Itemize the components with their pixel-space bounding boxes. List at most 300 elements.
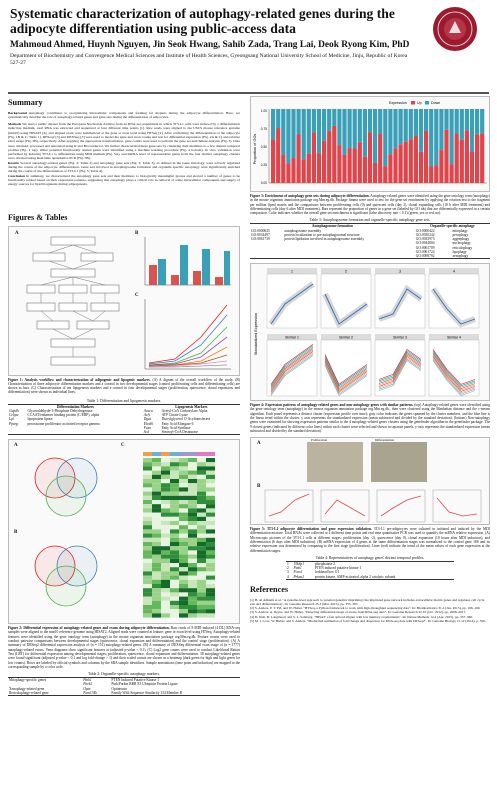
heatmap-cell: [179, 555, 188, 559]
bar-down: [368, 109, 372, 132]
heatmap-cell: [143, 584, 152, 588]
table-cell: GO:0034497: [251, 232, 270, 237]
table-cell: GO:0061724: [415, 249, 435, 254]
bar-down: [475, 109, 479, 134]
table-cell: 1: [287, 561, 289, 566]
conclusion-label: Conclusion: [8, 173, 25, 178]
heatmap-cell: [179, 576, 188, 580]
heatmap-cell: [170, 551, 179, 555]
heatmap-cell: [197, 479, 206, 483]
heatmap-cell: [188, 609, 197, 613]
heatmap-cell: [152, 458, 161, 462]
heatmap-cell: [206, 576, 215, 580]
reference-item: [2] S. Anders, P. T. Pyl, and W. Huber. "HTSeq–a Python framework to work with high-throughput sequencing data". In: Bioinformatics 31.2 (Jan. 2015), pp. 166–169.: [250, 606, 481, 611]
heatmap-cell: [179, 521, 188, 525]
y-tick: 0.25: [260, 163, 267, 167]
bar-down: [419, 109, 423, 152]
venn-diagram-genes: [21, 448, 111, 526]
bar-down: [388, 109, 392, 154]
bar-up: [414, 136, 418, 183]
heatmap-cell: [197, 521, 206, 525]
heatmap-cell: [197, 576, 206, 580]
table-cell: Stearoyl-CoA Desaturase: [161, 429, 199, 434]
heatmap-cell: [197, 588, 206, 592]
heatmap-cell: [206, 513, 215, 517]
heatmap-cell: [197, 542, 206, 546]
image-label: Differentiation: [375, 438, 394, 443]
table-cell: GO:0098792: [415, 253, 435, 258]
heatmap-cell: [161, 593, 170, 597]
heatmap-cell: [170, 584, 179, 588]
heatmap-cell: [188, 488, 197, 492]
heatmap-cell: [170, 504, 179, 508]
heatmap-cell: [170, 525, 179, 529]
heatmap-cell: [143, 462, 152, 466]
heatmap-cell: [179, 467, 188, 471]
heatmap-cell: [152, 467, 161, 471]
heatmap-cell: [170, 609, 179, 613]
heatmap-cell: [152, 471, 161, 475]
table-1: [8, 404, 240, 435]
heatmap-cell: [143, 593, 152, 597]
fig5-panel-label: A: [257, 441, 261, 447]
heatmap-cell: [170, 588, 179, 592]
heatmap-cell: [170, 546, 179, 550]
heatmap-cell: [143, 483, 152, 487]
figure-2: [8, 439, 240, 624]
heatmap-cell: [161, 462, 170, 466]
heatmap-cell: [170, 496, 179, 500]
bar-up: [342, 155, 346, 183]
heatmap-cell: [179, 513, 188, 517]
heatmap-cell: [152, 597, 161, 601]
heatmap-cell: [161, 588, 170, 592]
heatmap-cell: [143, 572, 152, 576]
heatmap-cell: [170, 530, 179, 534]
fig4-caption-title: Figure 4: Expression patterns of autophagy-related genes and non-autophagy genes with similar patterns.: [250, 403, 414, 408]
heatmap-cell: [188, 563, 197, 567]
heatmap-cell: [179, 534, 188, 538]
heatmap-cell: [197, 559, 206, 563]
heatmap-cell: [170, 572, 179, 576]
table-cell: 2: [287, 566, 289, 571]
table-cell: lipoprotein lipase: [27, 417, 53, 422]
fig2-panel-label: B: [14, 530, 18, 536]
table-cell: Optineurin: [111, 686, 127, 691]
bar-down: [307, 109, 311, 154]
heatmap-cell: [143, 614, 152, 618]
bar-up: [322, 141, 326, 183]
heatmap-cell: [179, 563, 188, 567]
bar-down: [297, 109, 301, 134]
heatmap-cell: [188, 584, 197, 588]
bar-down: [312, 109, 316, 133]
heatmap-cell: [152, 504, 161, 508]
methods-label: Methods: [8, 122, 22, 127]
heatmap-cell: [170, 479, 179, 483]
heatmap-cell: [206, 580, 215, 584]
heatmap-cell: [197, 593, 206, 597]
heatmap-cell: [161, 517, 170, 521]
heatmap-cell: [179, 538, 188, 542]
heatmap-cell: [197, 517, 206, 521]
heatmap-cell: [161, 483, 170, 487]
bar-down: [342, 109, 346, 155]
heatmap-cell: [197, 492, 206, 496]
bar-up: [419, 152, 423, 183]
sample-annotation: [152, 452, 161, 456]
heatmap-cell: [206, 500, 215, 504]
heatmap-cell: [161, 458, 170, 462]
bar-up: [337, 145, 341, 183]
heatmap-cell: [206, 462, 215, 466]
heatmap-cell: [152, 588, 161, 592]
heatmap-cell: [161, 551, 170, 555]
heatmap-cell: [143, 500, 152, 504]
sample-annotation: [179, 452, 188, 456]
table-cell: Prkaa2: [293, 574, 305, 579]
heatmap-cell: [188, 530, 197, 534]
heatmap-cell: [188, 567, 197, 571]
heatmap-cell: [206, 567, 215, 571]
table-3-header: Autophagosome formation: [311, 224, 353, 229]
heatmap-cell: [206, 488, 215, 492]
heatmap-cell: [188, 576, 197, 580]
heatmap-cell: [170, 555, 179, 559]
heatmap-cell: [170, 576, 179, 580]
heatmap-cell: [143, 492, 152, 496]
heatmap-cell: [152, 517, 161, 521]
panel-label: 3: [399, 269, 401, 274]
university-seal-logo: [432, 6, 478, 52]
bar-up: [424, 131, 428, 183]
heatmap-cell: [152, 538, 161, 542]
figure-4-caption: [250, 403, 490, 433]
methods-text: We used a public dataset from the European Nucleotide Archive from an RNA-seq experiment in which 3T3-L1 cells were induced by a differentiation induction medium, total RNA was extracted and sequenced at four different time points [1]. Raw reads were aligned to the USCS mouse reference genome (mm10) using HISAT2 [4], and aligned reads were summarized at the gene or exon level using HTSeq [2]. After confirming the differentiation of the adipocyte (Fig. 1B & C; Table 1), DESeq2 [3] and DEXSeq [3] were used to model the gene and exon counts and test for differential expression (Fig. 2A & C) and relative exon usage (Fig. 2B), respectively. After applying the appropriate transformation, gene counts were used to perform the gene set enrichment analysis (Fig. 3). Data were obtained, processed and annotated using R and Bioconductor. We further characterized these gene sets by clustering their members to a few distinct temporal profiles (Fig. 4 top). Other potential functionally related genes were identified using a machine learning procedure (Fig. 4 bottom). In vitro validation were performed by inducing 3T3-L1 to differentiate using MDI medium (Fig. 5A), and mRNA level of representative genes from the four distinct autophagy clusters were checked using Real-time quantitative PCR (Fig. 5B).: [8, 122, 240, 161]
heatmap-cell: [143, 542, 152, 546]
bar-down: [302, 109, 306, 160]
table-cell: Cebpa: [9, 413, 19, 418]
table-3: [250, 223, 490, 259]
heatmap-cell: [143, 530, 152, 534]
bar-up: [434, 165, 438, 183]
legend-swatch-up: [411, 101, 415, 105]
table-cell: GO:0061709: [415, 245, 435, 250]
heatmap-cell: [152, 509, 161, 513]
bar-down: [444, 109, 448, 130]
sample-annotation: [143, 452, 152, 456]
bar-up: [271, 139, 275, 183]
bar-down: [337, 109, 341, 145]
heatmap-cell: [161, 597, 170, 601]
table-cell: CCAAT/enhancer binding protein (C/EBP), alpha: [27, 413, 100, 418]
heatmap-cell: [152, 572, 161, 576]
table-cell: Ulk4p1: [293, 561, 305, 566]
heatmap-cell: [179, 479, 188, 483]
heatmap-cell: [206, 504, 215, 508]
panel-label: Similar 2: [339, 335, 353, 340]
heatmap-cell: [197, 500, 206, 504]
bar-up: [286, 164, 290, 183]
heatmap-cell: [170, 534, 179, 538]
heatmap-cell: [197, 546, 206, 550]
table-cell: nucleophagy: [452, 241, 471, 246]
heatmap-cell: [152, 483, 161, 487]
heatmap-cell: [179, 517, 188, 521]
heatmap-cell: [143, 605, 152, 609]
table-cell: pexophagy: [452, 232, 469, 237]
bar-down: [434, 109, 438, 165]
heatmap-cell: [161, 492, 170, 496]
heatmap-cell: [161, 538, 170, 542]
heatmap-cell: [179, 580, 188, 584]
heatmap-cell: [170, 509, 179, 513]
heatmap-cell: [170, 601, 179, 605]
heatmap-cell: [179, 542, 188, 546]
heatmap-cell: [143, 534, 152, 538]
heatmap-cell: [152, 530, 161, 534]
heatmap-cell: [197, 504, 206, 508]
heatmap-cell: [188, 614, 197, 618]
bar-up: [383, 166, 387, 183]
table-cell: ATP Citrate Lyase: [161, 413, 188, 418]
panel-label: 1: [291, 269, 293, 274]
heatmap-cell: [170, 559, 179, 563]
bar-down: [322, 109, 326, 141]
heatmap-cell: [188, 462, 197, 466]
heatmap-cell: [206, 458, 215, 462]
heatmap-cell: [188, 555, 197, 559]
bar-down: [332, 109, 336, 126]
bar-down: [348, 109, 352, 148]
methods-paragraph: [8, 122, 240, 161]
heatmap-cell: [143, 551, 152, 555]
table-1-header: Differentiation Markers: [56, 404, 94, 409]
poster-header: [0, 0, 497, 92]
table-cell: Acaca: [143, 408, 153, 413]
table-cell: reticulophagy: [452, 245, 473, 250]
panel-label: 2: [345, 269, 347, 274]
bar-down: [383, 109, 387, 166]
heatmap-cell: [206, 467, 215, 471]
table-cell: xenophagy: [452, 253, 469, 258]
gene-set-enrichment-bar-chart: [251, 97, 491, 193]
bar-down: [424, 109, 428, 131]
heatmap-cell: [206, 546, 215, 550]
heatmap-cell: [179, 572, 188, 576]
venn-diagram-exons: [21, 536, 111, 620]
figure-1-caption: [8, 378, 240, 395]
heatmap-cell: [161, 605, 170, 609]
heatmap-cell: [188, 521, 197, 525]
heatmap-cell: [197, 458, 206, 462]
bar-up: [368, 132, 372, 183]
fig1-panel-label: A: [15, 230, 19, 236]
bar-up: [353, 148, 357, 183]
heatmap-cell: [179, 525, 188, 529]
table-cell: PTEN induced putative kinase 1: [314, 566, 362, 571]
heatmap-cell: [197, 567, 206, 571]
table-cell: Fatty Acid Elongase 6: [161, 421, 194, 426]
panel-label: 4: [453, 269, 455, 274]
table-cell: Xenophagy-related gene: [9, 686, 45, 691]
table-1-header: Lipogenesis Markers: [175, 404, 208, 409]
heatmap-cell: [161, 584, 170, 588]
heatmap-cell: [170, 513, 179, 517]
heatmap-cell: [161, 555, 170, 559]
heatmap-cell: [188, 601, 197, 605]
table-cell: GO:0044804: [415, 241, 435, 246]
table-cell: Pink1: [83, 678, 92, 683]
heatmap-cell: [179, 530, 188, 534]
bar-down: [363, 109, 367, 157]
heatmap-cell: [170, 458, 179, 462]
table-4: [286, 561, 454, 580]
heatmap-cell: [206, 509, 215, 513]
heatmap-cell: [188, 517, 197, 521]
heatmap: [129, 450, 233, 620]
heatmap-cell: [143, 475, 152, 479]
microscopy-image-proliferation: [307, 442, 363, 482]
bar-down: [373, 109, 377, 163]
heatmap-cell: [161, 609, 170, 613]
heatmap-cell: [197, 605, 206, 609]
heatmap-cell: [188, 475, 197, 479]
heatmap-cell: [170, 467, 179, 471]
bar-down: [470, 109, 474, 152]
heatmap-cell: [152, 534, 161, 538]
heatmap-cell: [179, 488, 188, 492]
heatmap-cell: [161, 542, 170, 546]
y-tick: 0.50: [260, 145, 267, 149]
results-paragraph: [8, 161, 240, 174]
bar-up: [404, 142, 408, 183]
bar-down: [317, 109, 321, 153]
bar-up: [358, 142, 362, 183]
bar-up: [480, 133, 484, 183]
bar-up: [399, 144, 403, 183]
bar-down: [439, 109, 443, 150]
expression-pattern-panels: [251, 264, 491, 402]
heatmap-cell: [152, 584, 161, 588]
table-2-title: Table 2: Organelle-specific autophagy markers.: [87, 672, 161, 677]
left-column: [8, 96, 240, 696]
heatmap-cell: [143, 609, 152, 613]
heatmap-cell: [170, 475, 179, 479]
heatmap-cell: [188, 588, 197, 592]
heatmap-cell: [179, 500, 188, 504]
heatmap-cell: [161, 601, 170, 605]
heatmap-cell: [170, 614, 179, 618]
bar-down: [327, 109, 331, 131]
figures-heading: Figures & Tables: [8, 212, 68, 222]
differentiation-markers-bar-chart: [141, 235, 233, 290]
heatmap-cell: [161, 580, 170, 584]
bar-down: [281, 109, 285, 155]
y-tick: 0.75: [260, 127, 267, 131]
heatmap-cell: [188, 513, 197, 517]
heatmap-cell: [152, 462, 161, 466]
heatmap-cell: [179, 471, 188, 475]
heatmap-cell: [197, 488, 206, 492]
sample-annotation: [188, 452, 197, 456]
heatmap-cell: [179, 458, 188, 462]
table-cell: phosphatase 2: [314, 561, 336, 566]
heatmap-cell: [143, 458, 152, 462]
heatmap-cell: [143, 525, 152, 529]
table-3-title: Table 3: Autophagosome formation and organelle-specific autophagy gene sets.: [309, 218, 431, 223]
heatmap-cell: [170, 605, 179, 609]
heatmap-cell: [188, 597, 197, 601]
heatmap-cell: [152, 567, 161, 571]
heatmap-cell: [179, 504, 188, 508]
heatmap-cell: [206, 605, 215, 609]
heatmap-cell: [152, 563, 161, 567]
legend-swatch-down: [425, 101, 429, 105]
table-cell: Reticulophagy-related gene: [9, 690, 49, 695]
fig1-caption-text: (A) A digram of the overall workflow of the study. (B) Characterization of three adipocyte differentiation markers and a control in two developmental stages (control proliferating cells and differentiating cells) are shown as bars. (C) Characterization of ten lipogenesis markers and a control in four developmental stages (proliferation, quiescence, clonal expansion, and differentiation) were shown as individual lines.: [8, 377, 240, 395]
heatmap-cell: [161, 614, 170, 618]
fig5-caption-text: 3T3-L1 pre-adipocytes were cultured in initiated and induced by the MDI differentiation mixture. Total RNAs were collected at 4 different time points and real time quantitative PCR was used to quantify the mRNA relative expression. (A) Microscopic pictures of the 3T3-L1 cells at different stages: proliferation (day -2), quiescence (day 0), clonal expansion (10 hours after MDI induction), and differentiation (6 days after MDI induction). (B) mRNA expression of 4 genes at the same differentiation stages was normalized to the control gene 18S and its relative expression was determined by comparing to the first stage (proliferation). Lines (red) indicate the trend of the mean values of each gene expression at the differentiation stages.: [250, 527, 490, 553]
bar-down: [358, 109, 362, 142]
table-cell: Fatty Acid Synthase: [161, 425, 191, 430]
heatmap-cell: [179, 593, 188, 597]
heatmap-cell: [152, 542, 161, 546]
heatmap-cell: [197, 462, 206, 466]
heatmap-cell: [188, 605, 197, 609]
heatmap-cell: [161, 521, 170, 525]
legend-label: Up: [417, 101, 422, 105]
heatmap-cell: [161, 479, 170, 483]
heatmap-cell: [152, 521, 161, 525]
y-tick: 0.00: [260, 181, 267, 185]
heatmap-cell: [206, 475, 215, 479]
heatmap-cell: [197, 580, 206, 584]
bar-down: [465, 109, 469, 130]
table-1-title: Table 1: Differentiation and lipogenesis markers.: [86, 398, 162, 403]
table-cell: Mitophagy-specific genes: [9, 678, 47, 683]
bar-up: [393, 149, 397, 183]
heatmap-cell: [188, 559, 197, 563]
bar-up: [281, 155, 285, 183]
heatmap-cell: [179, 588, 188, 592]
right-column: [250, 96, 490, 623]
panel-label: Similar 4: [447, 335, 461, 340]
table-cell: GO:0000045: [251, 228, 270, 233]
heatmap-cell: [197, 609, 206, 613]
table-cell: Dgat: [143, 417, 151, 422]
heatmap-cell: [143, 555, 152, 559]
table-cell: Lpl: [9, 417, 14, 422]
y-axis-label: Proportion of GOs: [253, 133, 257, 165]
heatmap-cell: [152, 525, 161, 529]
heatmap-cell: [143, 517, 152, 521]
table-cell: Diacylglycerol O-Acyltransferase: [161, 417, 211, 422]
heatmap-cell: [152, 513, 161, 517]
heatmap-cell: [143, 567, 152, 571]
table-3-header: Organelle-specific autophagy: [429, 224, 475, 229]
heatmap-cell: [170, 488, 179, 492]
heatmap-cell: [170, 538, 179, 542]
heatmap-cell: [197, 483, 206, 487]
bar-up: [409, 139, 413, 183]
bar-up: [429, 167, 433, 183]
bar-up: [439, 150, 443, 183]
heatmap-cell: [152, 546, 161, 550]
heatmap-cell: [161, 471, 170, 475]
bar-up: [332, 126, 336, 183]
heatmap-cell: [170, 471, 179, 475]
